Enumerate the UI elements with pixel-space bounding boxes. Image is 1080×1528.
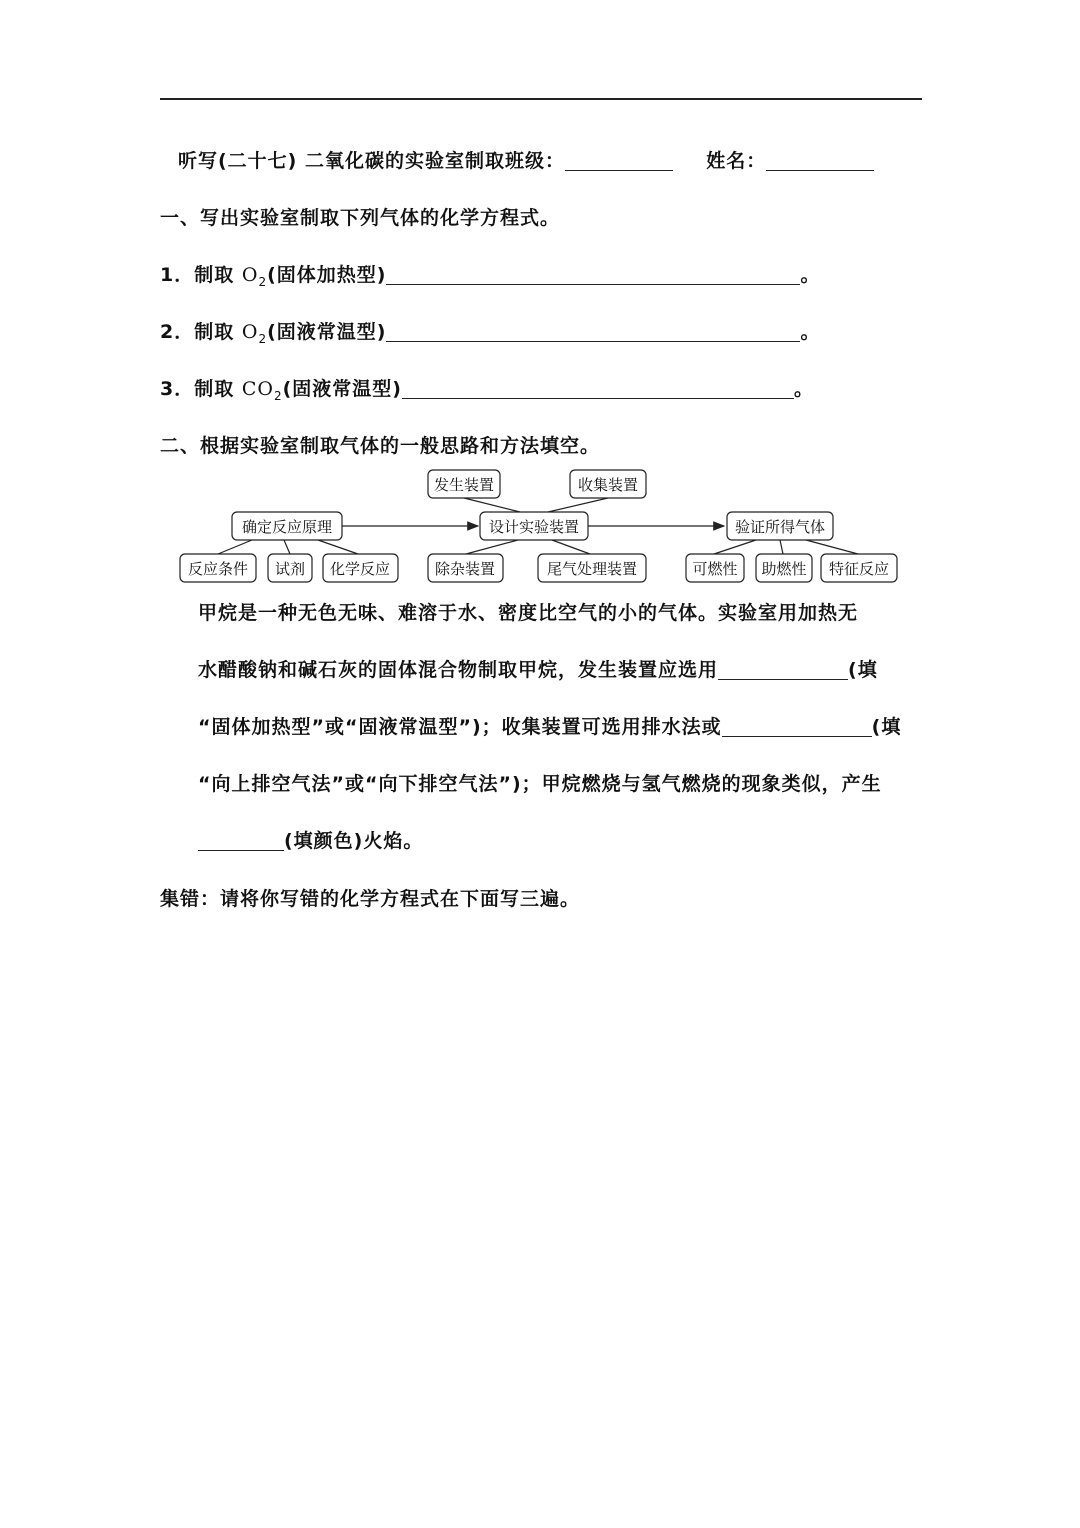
period: 。 bbox=[800, 321, 821, 343]
label-tail-gas-device: 尾气处理装置 bbox=[546, 560, 638, 578]
item-prefix: 制取 bbox=[194, 321, 242, 343]
paragraph-text: (填颜色)火焰。 bbox=[284, 830, 424, 852]
label-flammability: 可燃性 bbox=[692, 560, 738, 578]
connector bbox=[552, 540, 590, 554]
item-type: (固液常温型) bbox=[267, 321, 387, 343]
paragraph-line-2 bbox=[198, 655, 878, 682]
item-prefix: 制取 bbox=[194, 378, 242, 400]
formula: O bbox=[241, 264, 259, 286]
paragraph-line-5 bbox=[198, 826, 423, 853]
section2-heading: 二、根据实验室制取气体的一般思路和方法填空。 bbox=[160, 435, 601, 457]
formula-subscript: 2 bbox=[273, 388, 283, 403]
label-collection-device: 收集装置 bbox=[577, 476, 639, 494]
label-purification-device: 除杂装置 bbox=[434, 560, 496, 578]
paragraph-line-1: 甲烷是一种无色无味、难溶于水、密度比空气的小的气体。实验室用加热无 bbox=[198, 602, 859, 624]
label-reagent: 试剂 bbox=[274, 560, 306, 578]
item-type: (固体加热型) bbox=[267, 264, 387, 286]
methane-paragraph bbox=[198, 598, 920, 858]
label-reaction-principle: 确定反应原理 bbox=[241, 518, 333, 536]
period: 。 bbox=[800, 264, 821, 286]
label-design-device: 设计实验装置 bbox=[488, 518, 580, 536]
formula: CO bbox=[241, 378, 274, 400]
item-type: (固液常温型) bbox=[282, 378, 402, 400]
collection-method-field[interactable] bbox=[722, 716, 872, 737]
formula: O bbox=[241, 321, 259, 343]
paragraph-line-4: “向上排空气法”或“向下排空气法”)；甲烷燃烧与氢气燃烧的现象类似，产生 bbox=[198, 773, 882, 795]
section1-heading: 一、写出实验室制取下列气体的化学方程式。 bbox=[160, 207, 561, 229]
class-label: 班级： bbox=[504, 150, 565, 172]
item-prefix: 制取 bbox=[194, 264, 242, 286]
label-reaction-condition: 反应条件 bbox=[187, 560, 249, 578]
flow-diagram bbox=[0, 0, 1080, 600]
paragraph-text: (填 bbox=[848, 659, 878, 681]
connector bbox=[714, 540, 756, 554]
item-number: 1． bbox=[160, 264, 195, 286]
formula-subscript: 2 bbox=[258, 274, 268, 289]
connector bbox=[548, 498, 608, 512]
flame-color-field[interactable] bbox=[198, 830, 284, 851]
connector bbox=[284, 540, 290, 554]
name-label: 姓名： bbox=[706, 150, 767, 172]
connector bbox=[466, 540, 518, 554]
connector bbox=[780, 540, 783, 554]
paragraph-line-3 bbox=[198, 712, 901, 739]
connector bbox=[806, 540, 858, 554]
paragraph-text: (填 bbox=[871, 716, 902, 738]
paragraph-text: “固体加热型”或“固液常温型”)；收集装置可选用排水法或 bbox=[198, 716, 722, 738]
formula-subscript: 2 bbox=[258, 331, 268, 346]
connector bbox=[464, 498, 520, 512]
label-verify-gas: 验证所得气体 bbox=[734, 518, 826, 536]
generation-device-field[interactable] bbox=[718, 659, 848, 680]
connector bbox=[318, 540, 358, 554]
item-number: 2． bbox=[160, 321, 195, 343]
item-number: 3． bbox=[160, 378, 195, 400]
label-combustion-support: 助燃性 bbox=[761, 560, 807, 578]
period: 。 bbox=[794, 378, 815, 400]
label-chemical-reaction: 化学反应 bbox=[329, 560, 391, 578]
error-collection-note: 集错：请将你写错的化学方程式在下面写三遍。 bbox=[160, 888, 581, 910]
page-title: 听写(二十七) 二氧化碳的实验室制取 bbox=[178, 150, 505, 172]
label-characteristic-reaction: 特征反应 bbox=[828, 560, 890, 578]
paragraph-text: 水醋酸钠和碱石灰的固体混合物制取甲烷，发生装置应选用 bbox=[198, 659, 719, 681]
connector bbox=[218, 540, 252, 554]
label-generation-device: 发生装置 bbox=[433, 476, 495, 494]
